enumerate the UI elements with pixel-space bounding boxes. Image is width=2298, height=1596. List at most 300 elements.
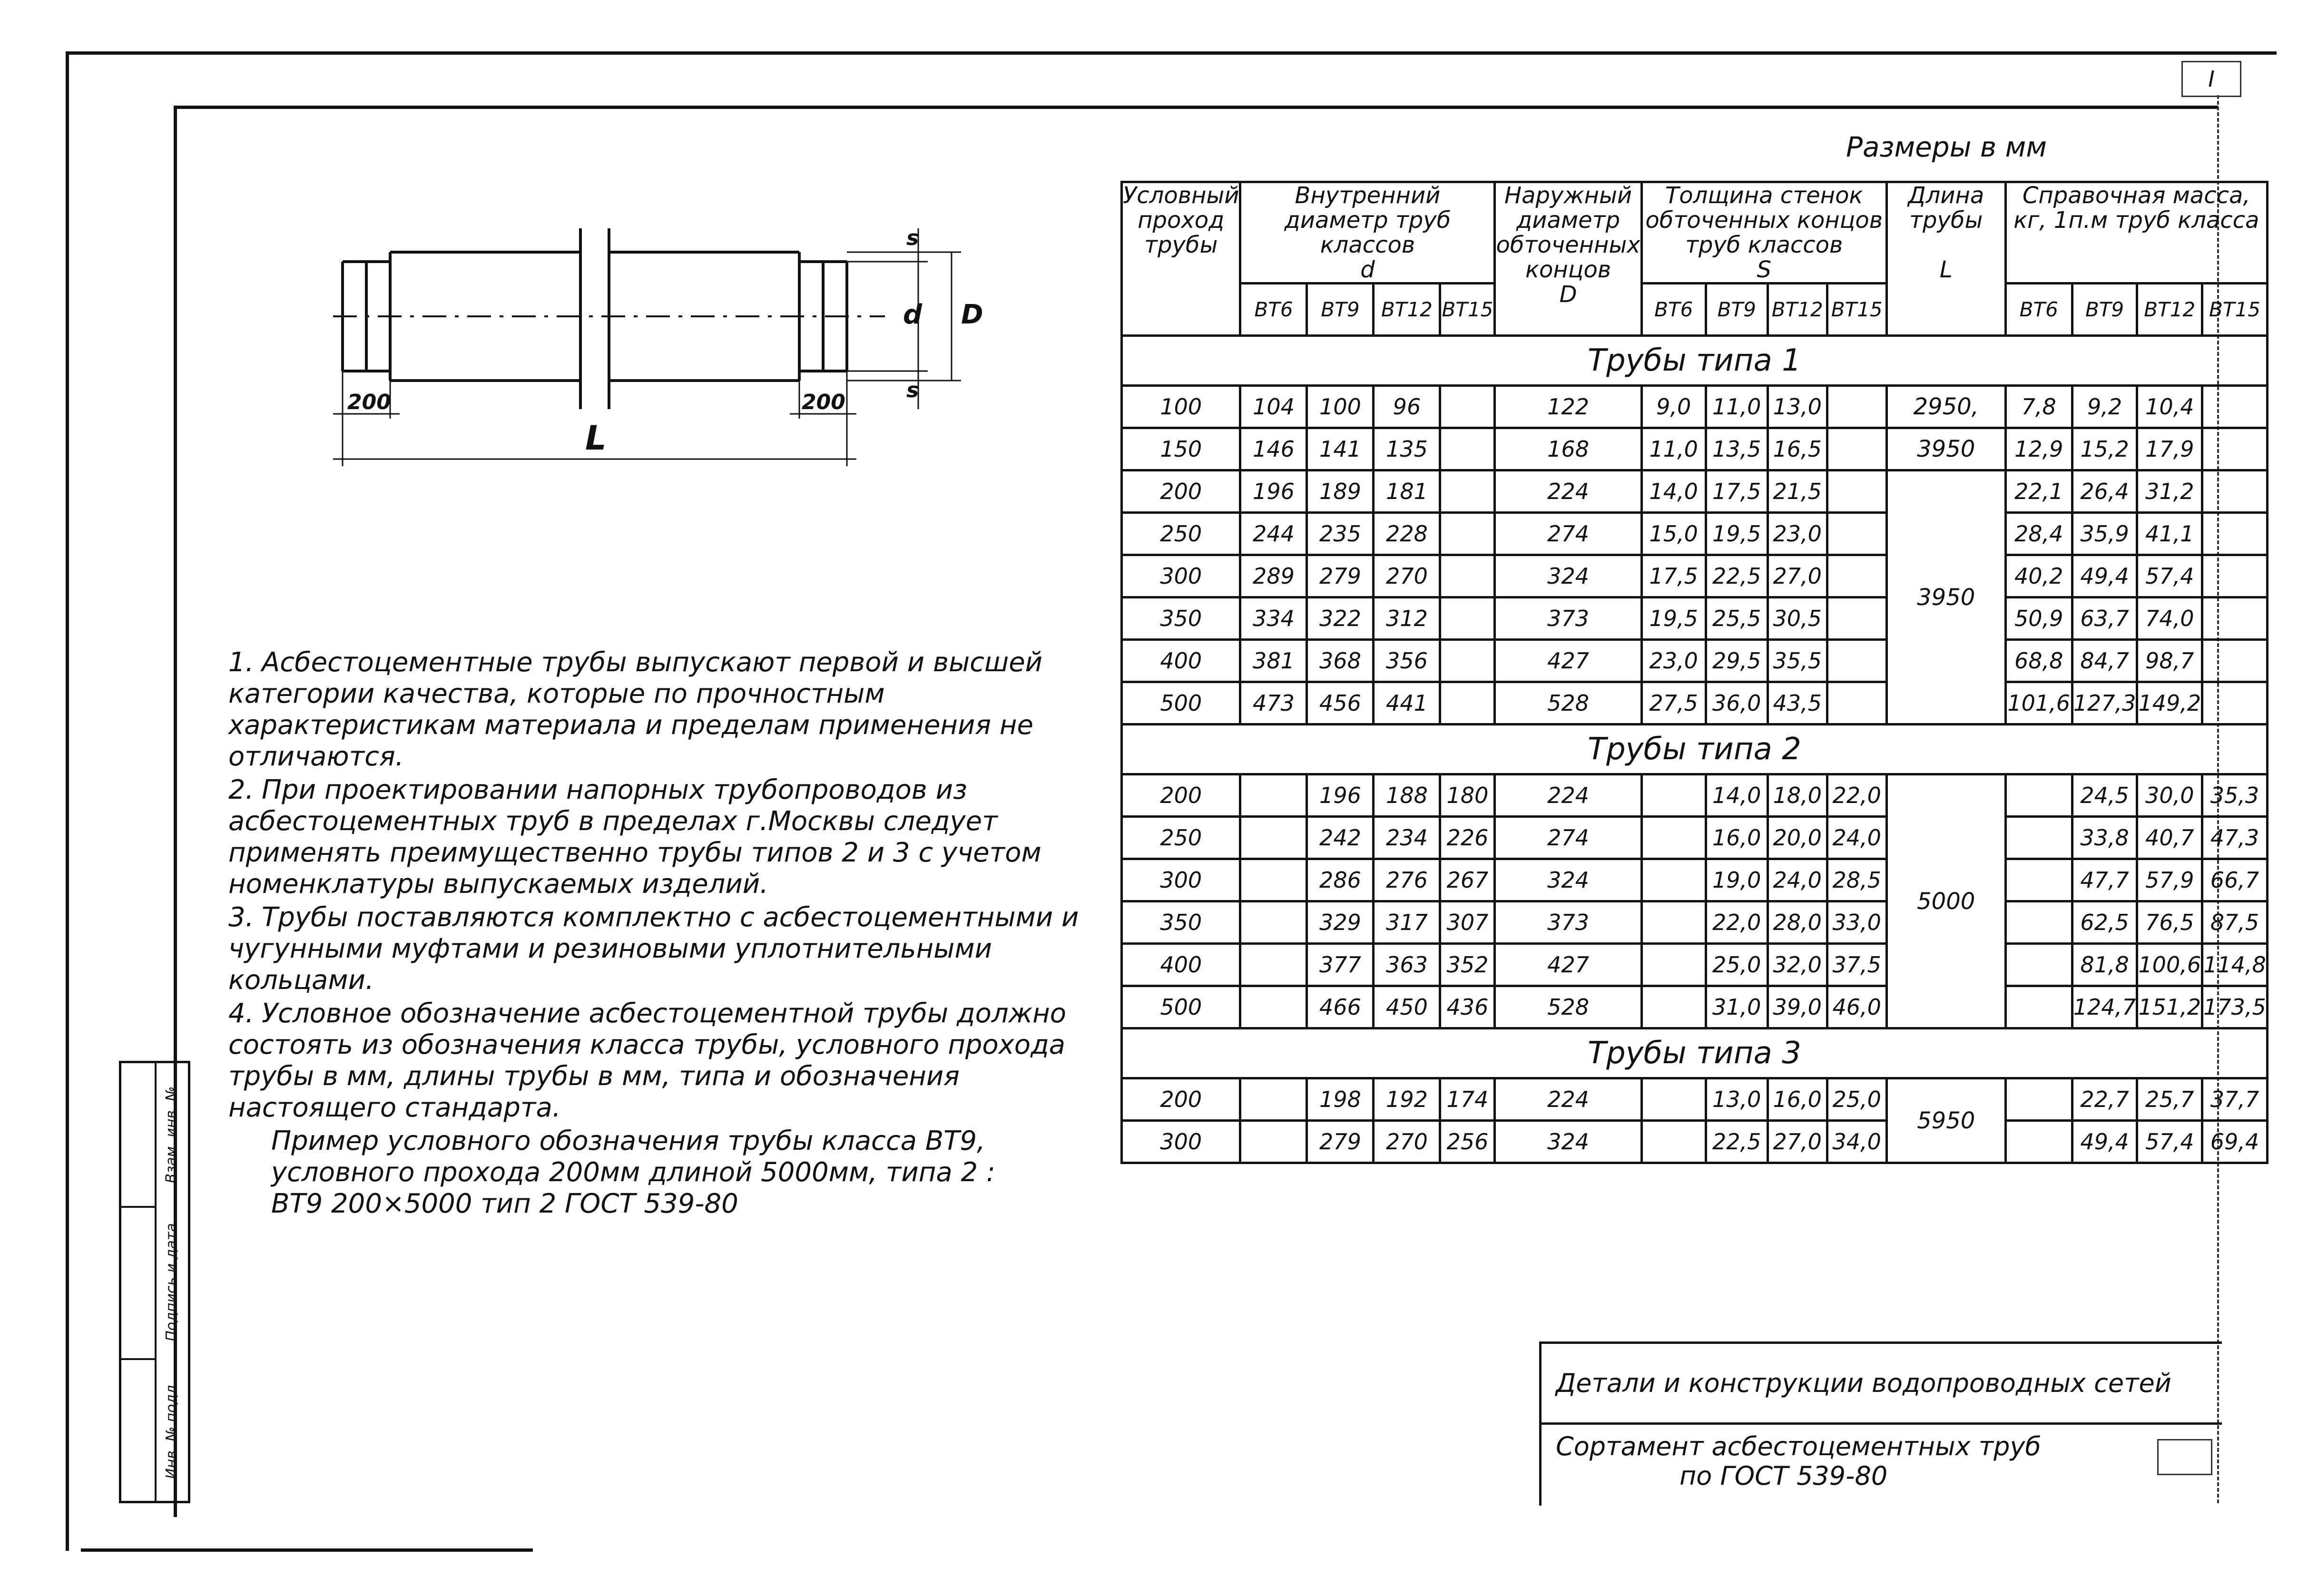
cell-wall: 21,5: [1768, 470, 1827, 513]
cell-inner-diameter: [1440, 597, 1495, 640]
cell-outer-diameter: 324: [1495, 859, 1641, 901]
cell-wall: 27,0: [1768, 1121, 1827, 1163]
table-row: [1122, 470, 2268, 513]
cell-mass: 84,7: [2072, 640, 2137, 682]
class-cell: ВТ12: [2137, 284, 2202, 336]
example-line-2: ВТ9 200×5000 тип 2 ГОСТ 539-80: [271, 1188, 738, 1219]
cell-inner-diameter: 192: [1374, 1078, 1440, 1121]
title-block: [1539, 1341, 2222, 1506]
header-mass: Справочная масса, кг, 1п.м труб класса: [2005, 182, 2267, 284]
cell-inner-diameter: 226: [1440, 817, 1495, 859]
cell-wall: 17,5: [1641, 555, 1706, 597]
table-row: [1122, 597, 2268, 640]
cell-wall: 13,5: [1706, 428, 1768, 470]
title-block-line2b: по ГОСТ 539-80: [1679, 1461, 1888, 1491]
cell-mass: [2005, 944, 2072, 986]
cell-inner-diameter: [1240, 1121, 1307, 1163]
cell-wall: 36,0: [1706, 682, 1768, 725]
cell-inner-diameter: 196: [1240, 470, 1307, 513]
table-row: [1122, 859, 2268, 901]
table-row: [1122, 1121, 2268, 1163]
cell-wall: [1827, 470, 1886, 513]
cell-mass: [2005, 817, 2072, 859]
cell-mass: 100,6: [2137, 944, 2202, 986]
cell-inner-diameter: [1240, 1078, 1307, 1121]
cell-wall: 11,0: [1706, 386, 1768, 428]
title-block-line2: [1556, 1432, 2041, 1491]
note-3: 3. Трубы поставляются комплектно с асбестоцементными и чугунными муфтами и резиновыми уплотнительными кольцами.: [228, 902, 1079, 996]
cell-wall: [1827, 428, 1886, 470]
cell-inner-diameter: 317: [1374, 901, 1440, 944]
cell-mass: 15,2: [2072, 428, 2137, 470]
cell-mass: 35,3: [2202, 774, 2268, 817]
cell-inner-diameter: [1240, 944, 1307, 986]
cell-mass: 47,7: [2072, 859, 2137, 901]
cell-outer-diameter: 427: [1495, 640, 1641, 682]
cell-pass: 200: [1122, 774, 1240, 817]
cell-pass: 400: [1122, 640, 1240, 682]
cell-inner-diameter: 267: [1440, 859, 1495, 901]
cell-wall: 13,0: [1706, 1078, 1768, 1121]
cell-inner-diameter: 146: [1240, 428, 1307, 470]
side-stamp-cell: [121, 1063, 155, 1208]
cell-inner-diameter: [1440, 513, 1495, 555]
cell-mass: 151,2: [2137, 986, 2202, 1028]
table-row: [1122, 682, 2268, 725]
cell-inner-diameter: [1440, 682, 1495, 725]
table-header-row: [1122, 182, 2268, 284]
table-row: [1122, 774, 2268, 817]
cell-inner-diameter: 441: [1374, 682, 1440, 725]
cell-wall: 34,0: [1827, 1121, 1886, 1163]
cell-mass: 57,4: [2137, 1121, 2202, 1163]
cell-mass: 10,4: [2137, 386, 2202, 428]
cell-mass: [2202, 470, 2268, 513]
cell-mass: [2202, 597, 2268, 640]
cell-wall: 19,5: [1641, 597, 1706, 640]
cell-mass: 31,2: [2137, 470, 2202, 513]
cell-wall: [1641, 901, 1706, 944]
side-stamp-cell: [121, 1206, 155, 1360]
pipe-table: [1120, 181, 2269, 1164]
cell-inner-diameter: 377: [1307, 944, 1374, 986]
class-cell: ВТ6: [1240, 284, 1307, 336]
cell-inner-diameter: [1240, 986, 1307, 1028]
cell-wall: 13,0: [1768, 386, 1827, 428]
cell-mass: 62,5: [2072, 901, 2137, 944]
cell-mass: 40,2: [2005, 555, 2072, 597]
cell-wall: [1641, 817, 1706, 859]
cell-mass: 74,0: [2137, 597, 2202, 640]
cell-mass: 49,4: [2072, 1121, 2137, 1163]
note-1: 1. Асбестоцементные трубы выпускают первой и высшей категории качества, которые по прочностным характеристикам материала и пределам применения не отличаются.: [228, 647, 1043, 772]
cell-inner-diameter: 228: [1374, 513, 1440, 555]
cell-wall: 28,5: [1827, 859, 1886, 901]
cell-inner-diameter: 141: [1307, 428, 1374, 470]
cell-pass: 250: [1122, 817, 1240, 859]
cell-inner-diameter: 450: [1374, 986, 1440, 1028]
side-stamp-label-inv: Взам. инв. №: [163, 1086, 180, 1183]
class-cell: ВТ12: [1768, 284, 1827, 336]
table-row: [1122, 944, 2268, 986]
cell-outer-diameter: 373: [1495, 597, 1641, 640]
cell-wall: [1827, 555, 1886, 597]
section-title-3: Трубы типа 3: [1122, 1028, 2268, 1078]
cell-wall: 27,0: [1768, 555, 1827, 597]
note-2: 2. При проектировании напорных трубопроводов из асбестоцементных труб в пределах г.Москвы следует применять преимущественно трубы типов 2 и 3 с учетом номенклатуры выпускаемых изделий.: [228, 774, 1041, 900]
cell-wall: 23,0: [1768, 513, 1827, 555]
class-cell: ВТ9: [2072, 284, 2137, 336]
cell-mass: 69,4: [2202, 1121, 2268, 1163]
cell-wall: 18,0: [1768, 774, 1827, 817]
cell-inner-diameter: 381: [1240, 640, 1307, 682]
cell-mass: 63,7: [2072, 597, 2137, 640]
cell-wall: 19,5: [1706, 513, 1768, 555]
cell-mass: 50,9: [2005, 597, 2072, 640]
cell-wall: 31,0: [1706, 986, 1768, 1028]
title-block-sheet-box: [2157, 1439, 2212, 1475]
section-title-1: Трубы типа 1: [1122, 336, 2268, 386]
cell-mass: [2005, 1078, 2072, 1121]
cell-inner-diameter: 279: [1307, 1121, 1374, 1163]
cell-outer-diameter: 224: [1495, 1078, 1641, 1121]
cell-inner-diameter: [1440, 470, 1495, 513]
cell-mass: 149,2: [2137, 682, 2202, 725]
cell-wall: 9,0: [1641, 386, 1706, 428]
cell-inner-diameter: 188: [1374, 774, 1440, 817]
cell-mass: 30,0: [2137, 774, 2202, 817]
cell-mass: 35,9: [2072, 513, 2137, 555]
cell-length: 5950: [1886, 1078, 2005, 1163]
cell-mass: 33,8: [2072, 817, 2137, 859]
cell-inner-diameter: 96: [1374, 386, 1440, 428]
cell-inner-diameter: 329: [1307, 901, 1374, 944]
pipe-drawing: [314, 209, 990, 476]
cell-outer-diameter: 168: [1495, 428, 1641, 470]
cell-mass: 40,7: [2137, 817, 2202, 859]
table-row: [1122, 555, 2268, 597]
cell-wall: 22,5: [1706, 1121, 1768, 1163]
cell-outer-diameter: 324: [1495, 1121, 1641, 1163]
cell-inner-diameter: 436: [1440, 986, 1495, 1028]
cell-pass: 150: [1122, 428, 1240, 470]
cell-wall: 16,5: [1768, 428, 1827, 470]
cell-inner-diameter: [1240, 901, 1307, 944]
cell-inner-diameter: 456: [1307, 682, 1374, 725]
cell-inner-diameter: 352: [1440, 944, 1495, 986]
cell-wall: [1641, 986, 1706, 1028]
table-row: [1122, 817, 2268, 859]
dim-200-left: 200: [347, 390, 391, 414]
cell-mass: 22,1: [2005, 470, 2072, 513]
cell-pass: 300: [1122, 555, 1240, 597]
table-row: [1122, 386, 2268, 428]
cell-wall: 22,5: [1706, 555, 1768, 597]
cell-mass: 47,3: [2202, 817, 2268, 859]
cell-mass: 173,5: [2202, 986, 2268, 1028]
cell-mass: [2202, 428, 2268, 470]
cell-mass: 81,8: [2072, 944, 2137, 986]
cell-mass: [2202, 513, 2268, 555]
cell-inner-diameter: 100: [1307, 386, 1374, 428]
cell-length: 3950: [1886, 428, 2005, 470]
cell-inner-diameter: 198: [1307, 1078, 1374, 1121]
cell-outer-diameter: 528: [1495, 682, 1641, 725]
table-body: [1122, 336, 2268, 1163]
cell-wall: 25,0: [1827, 1078, 1886, 1121]
cell-wall: 14,0: [1641, 470, 1706, 513]
cell-outer-diameter: 528: [1495, 986, 1641, 1028]
cell-mass: 7,8: [2005, 386, 2072, 428]
cell-inner-diameter: 242: [1307, 817, 1374, 859]
cell-pass: 300: [1122, 859, 1240, 901]
table-row: [1122, 1078, 2268, 1121]
cell-inner-diameter: 473: [1240, 682, 1307, 725]
cell-mass: [2005, 1121, 2072, 1163]
cell-outer-diameter: 274: [1495, 817, 1641, 859]
cell-mass: 114,8: [2202, 944, 2268, 986]
cell-pass: 350: [1122, 901, 1240, 944]
cell-wall: 30,5: [1768, 597, 1827, 640]
cell-inner-diameter: 174: [1440, 1078, 1495, 1121]
cell-wall: 22,0: [1827, 774, 1886, 817]
cell-mass: 68,8: [2005, 640, 2072, 682]
cell-mass: 66,7: [2202, 859, 2268, 901]
dim-200-right: 200: [802, 390, 845, 414]
class-cell: ВТ15: [1827, 284, 1886, 336]
header-outer: Наружный диаметр обточенных концов D: [1495, 182, 1641, 336]
note-4: 4. Условное обозначение асбестоцементной трубы должно состоять из обозначения класса трубы, условного прохода трубы в мм, длины трубы в мм, типа и обозначения настоящего стандарта.: [228, 998, 1066, 1123]
header-length: Длина трубы L: [1886, 182, 2005, 336]
cell-mass: 124,7: [2072, 986, 2137, 1028]
cell-mass: 28,4: [2005, 513, 2072, 555]
cell-mass: 9,2: [2072, 386, 2137, 428]
cell-wall: 11,0: [1641, 428, 1706, 470]
cell-inner-diameter: [1440, 428, 1495, 470]
cell-wall: [1641, 1121, 1706, 1163]
cell-wall: 20,0: [1768, 817, 1827, 859]
cell-outer-diameter: 324: [1495, 555, 1641, 597]
cell-wall: 15,0: [1641, 513, 1706, 555]
cell-wall: [1827, 682, 1886, 725]
cell-inner-diameter: 334: [1240, 597, 1307, 640]
side-stamp: [119, 1061, 190, 1503]
cell-outer-diameter: 427: [1495, 944, 1641, 986]
cell-wall: 25,5: [1706, 597, 1768, 640]
side-stamp-label-sign: Подпись и дата: [163, 1223, 180, 1341]
units-label: Размеры в мм: [1846, 131, 2047, 163]
cell-inner-diameter: [1440, 640, 1495, 682]
cell-inner-diameter: 279: [1307, 555, 1374, 597]
class-cell: ВТ12: [1374, 284, 1440, 336]
cell-length: 2950,: [1886, 386, 2005, 428]
cell-pass: 250: [1122, 513, 1240, 555]
cell-wall: 46,0: [1827, 986, 1886, 1028]
cell-mass: [2005, 986, 2072, 1028]
cell-pass: 200: [1122, 1078, 1240, 1121]
cell-length: 5000: [1886, 774, 2005, 1028]
cell-wall: 35,5: [1768, 640, 1827, 682]
cell-inner-diameter: 256: [1440, 1121, 1495, 1163]
section-title-2: Трубы типа 2: [1122, 725, 2268, 774]
cell-inner-diameter: 276: [1374, 859, 1440, 901]
dim-inner-diameter: d: [903, 299, 923, 330]
cell-inner-diameter: 135: [1374, 428, 1440, 470]
cell-inner-diameter: [1240, 817, 1307, 859]
cell-wall: [1827, 386, 1886, 428]
class-cell: ВТ9: [1706, 284, 1768, 336]
cell-mass: 37,7: [2202, 1078, 2268, 1121]
cell-inner-diameter: 363: [1374, 944, 1440, 986]
cell-wall: 19,0: [1706, 859, 1768, 901]
cell-wall: 25,0: [1706, 944, 1768, 986]
cell-inner-diameter: 307: [1440, 901, 1495, 944]
cell-wall: 14,0: [1706, 774, 1768, 817]
cell-wall: 24,0: [1768, 859, 1827, 901]
table-row: [1122, 513, 2268, 555]
cell-inner-diameter: 181: [1374, 470, 1440, 513]
table-row: [1122, 901, 2268, 944]
cell-inner-diameter: 368: [1307, 640, 1374, 682]
header-wall: Толщина стенок обточенных концов труб классов S: [1641, 182, 1886, 284]
cell-inner-diameter: 196: [1307, 774, 1374, 817]
cell-outer-diameter: 224: [1495, 470, 1641, 513]
cell-mass: [2202, 682, 2268, 725]
cell-pass: 350: [1122, 597, 1240, 640]
cell-mass: 22,7: [2072, 1078, 2137, 1121]
cell-mass: [2202, 555, 2268, 597]
cell-wall: 16,0: [1768, 1078, 1827, 1121]
dim-outer-diameter: D: [961, 299, 983, 330]
cell-wall: [1827, 513, 1886, 555]
cell-pass: 100: [1122, 386, 1240, 428]
cell-mass: 24,5: [2072, 774, 2137, 817]
notes: [228, 647, 1132, 1220]
table-row: [1122, 640, 2268, 682]
cell-mass: 41,1: [2137, 513, 2202, 555]
cell-inner-diameter: 270: [1374, 555, 1440, 597]
cell-wall: 23,0: [1641, 640, 1706, 682]
cell-length: 3950: [1886, 470, 2005, 725]
cell-outer-diameter: 373: [1495, 901, 1641, 944]
cell-mass: 12,9: [2005, 428, 2072, 470]
cell-inner-diameter: [1440, 386, 1495, 428]
cell-mass: 17,9: [2137, 428, 2202, 470]
example-line-1: Пример условного обозначения трубы класса ВТ9, условного прохода 200мм длиной 5000мм, типа 2 :: [271, 1126, 995, 1188]
table-class-row: [1122, 284, 2268, 336]
side-stamp-label-orig: Инв. № подл.: [163, 1380, 180, 1479]
cell-inner-diameter: 235: [1307, 513, 1374, 555]
cell-wall: 17,5: [1706, 470, 1768, 513]
cell-wall: 16,0: [1706, 817, 1768, 859]
cell-pass: 400: [1122, 944, 1240, 986]
table-row: [1122, 986, 2268, 1028]
sheet-mark: I: [2181, 61, 2241, 97]
cell-inner-diameter: [1240, 774, 1307, 817]
cell-pass: 300: [1122, 1121, 1240, 1163]
cell-wall: 22,0: [1706, 901, 1768, 944]
cell-pass: 500: [1122, 986, 1240, 1028]
cell-inner-diameter: 356: [1374, 640, 1440, 682]
dim-length: L: [585, 419, 607, 458]
cell-pass: 200: [1122, 470, 1240, 513]
cell-outer-diameter: 224: [1495, 774, 1641, 817]
class-cell: ВТ9: [1307, 284, 1374, 336]
header-pass: Условный проход трубы: [1122, 182, 1240, 336]
cell-outer-diameter: 122: [1495, 386, 1641, 428]
header-inner: Внутренний диаметр труб классов d: [1240, 182, 1495, 284]
cell-mass: 26,4: [2072, 470, 2137, 513]
cell-mass: [2005, 901, 2072, 944]
cell-mass: 76,5: [2137, 901, 2202, 944]
cell-mass: 87,5: [2202, 901, 2268, 944]
cell-outer-diameter: 274: [1495, 513, 1641, 555]
cell-wall: 33,0: [1827, 901, 1886, 944]
cell-wall: 39,0: [1768, 986, 1827, 1028]
title-block-line2a: Сортамент асбестоцементных труб: [1556, 1431, 2041, 1461]
class-cell: ВТ15: [1440, 284, 1495, 336]
cell-mass: [2005, 859, 2072, 901]
table-row: [1122, 428, 2268, 470]
cell-wall: [1641, 859, 1706, 901]
cell-inner-diameter: 312: [1374, 597, 1440, 640]
cell-mass: 49,4: [2072, 555, 2137, 597]
dim-wall-top: s: [906, 226, 919, 250]
cell-inner-diameter: 180: [1440, 774, 1495, 817]
class-cell: ВТ6: [2005, 284, 2072, 336]
cell-inner-diameter: [1440, 555, 1495, 597]
cell-inner-diameter: 244: [1240, 513, 1307, 555]
cell-wall: 32,0: [1768, 944, 1827, 986]
cell-mass: 25,7: [2137, 1078, 2202, 1121]
cell-mass: 127,3: [2072, 682, 2137, 725]
cell-mass: 98,7: [2137, 640, 2202, 682]
dim-wall-bottom: s: [906, 378, 919, 402]
cell-inner-diameter: 289: [1240, 555, 1307, 597]
cell-wall: [1827, 640, 1886, 682]
cell-mass: 57,4: [2137, 555, 2202, 597]
cell-wall: [1641, 774, 1706, 817]
cell-inner-diameter: 322: [1307, 597, 1374, 640]
cell-wall: 43,5: [1768, 682, 1827, 725]
cell-wall: 37,5: [1827, 944, 1886, 986]
cell-mass: [2005, 774, 2072, 817]
cell-wall: [1827, 597, 1886, 640]
cell-wall: 28,0: [1768, 901, 1827, 944]
cell-mass: [2202, 640, 2268, 682]
cell-inner-diameter: 286: [1307, 859, 1374, 901]
cell-pass: 500: [1122, 682, 1240, 725]
cell-wall: 29,5: [1706, 640, 1768, 682]
cell-inner-diameter: 270: [1374, 1121, 1440, 1163]
cell-inner-diameter: [1240, 859, 1307, 901]
cell-inner-diameter: 466: [1307, 986, 1374, 1028]
cell-wall: [1641, 1078, 1706, 1121]
cell-wall: 24,0: [1827, 817, 1886, 859]
cell-inner-diameter: 189: [1307, 470, 1374, 513]
cell-mass: 101,6: [2005, 682, 2072, 725]
cell-wall: 27,5: [1641, 682, 1706, 725]
class-cell: ВТ15: [2202, 284, 2268, 336]
cell-mass: [2202, 386, 2268, 428]
class-cell: ВТ6: [1641, 284, 1706, 336]
title-block-line1: Детали и конструкции водопроводных сетей: [1542, 1344, 2222, 1425]
cell-inner-diameter: 104: [1240, 386, 1307, 428]
cell-wall: [1641, 944, 1706, 986]
bottom-rule: [81, 1548, 533, 1552]
cell-inner-diameter: 234: [1374, 817, 1440, 859]
cell-mass: 57,9: [2137, 859, 2202, 901]
